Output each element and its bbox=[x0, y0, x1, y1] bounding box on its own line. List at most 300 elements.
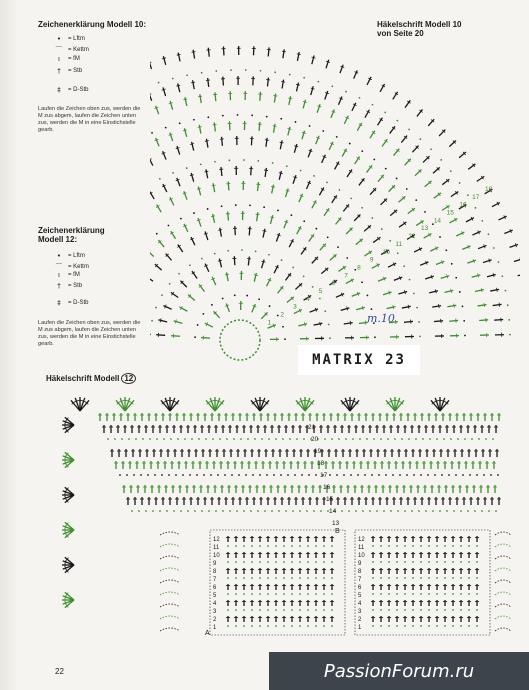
chain-dot bbox=[189, 474, 191, 476]
round-number: 1 bbox=[267, 319, 272, 327]
stitch-mark bbox=[274, 124, 275, 133]
chain-dot bbox=[324, 310, 326, 312]
chain-dot bbox=[289, 74, 291, 76]
chain-dot bbox=[371, 474, 373, 476]
chain-dot bbox=[326, 182, 328, 184]
chain-dot bbox=[271, 510, 273, 512]
chain-dot bbox=[444, 577, 446, 579]
legend-10-item: ‡ = D-Stb bbox=[57, 86, 89, 94]
chain-dot bbox=[404, 510, 406, 512]
chain-dot bbox=[459, 182, 461, 184]
chain-dot bbox=[323, 545, 325, 547]
stitch-mark bbox=[484, 303, 485, 307]
chain-dot bbox=[383, 510, 385, 512]
stitch-mark bbox=[493, 304, 502, 305]
chain-dot bbox=[341, 510, 343, 512]
stitch-mark bbox=[220, 228, 222, 237]
chain-dot bbox=[150, 333, 151, 335]
chain-dot bbox=[388, 545, 390, 547]
chain-dot bbox=[208, 510, 210, 512]
chain-dot bbox=[227, 577, 229, 579]
chain-dot bbox=[460, 545, 462, 547]
chain-dot bbox=[452, 625, 454, 627]
chain-dot bbox=[172, 172, 174, 174]
chain-dot bbox=[291, 625, 293, 627]
stitch-mark bbox=[428, 119, 434, 126]
chain-dot bbox=[404, 625, 406, 627]
stitch-mark bbox=[183, 99, 187, 100]
chain-dot bbox=[434, 474, 436, 476]
stitch-mark bbox=[314, 323, 323, 325]
chain-dot bbox=[264, 510, 266, 512]
chain-dot bbox=[156, 438, 158, 440]
chain-dot bbox=[459, 291, 461, 293]
chain-dot bbox=[380, 545, 382, 547]
chain-dot bbox=[252, 474, 254, 476]
chain-dot bbox=[235, 593, 237, 595]
chain-dot bbox=[475, 207, 477, 209]
chain-dot bbox=[371, 308, 373, 310]
chain-dot bbox=[452, 609, 454, 611]
stitch-mark bbox=[184, 128, 186, 137]
round-number: 5 bbox=[318, 287, 323, 295]
stitch-mark bbox=[481, 288, 482, 292]
stitch-mark bbox=[308, 149, 311, 157]
chain-dot bbox=[485, 438, 487, 440]
chain-dot bbox=[331, 545, 333, 547]
stitch-mark bbox=[273, 96, 277, 97]
round-number: 21 bbox=[308, 424, 316, 431]
chain-dot bbox=[261, 438, 263, 440]
stitch-mark bbox=[193, 80, 195, 89]
row-number: 8 bbox=[358, 569, 362, 575]
chain-dot bbox=[483, 474, 485, 476]
stitch-mark bbox=[234, 256, 235, 265]
chain-dot bbox=[412, 545, 414, 547]
round-number: 16 bbox=[323, 484, 331, 491]
chain-dot bbox=[245, 474, 247, 476]
stitch-mark bbox=[215, 92, 216, 101]
chain-dot bbox=[476, 545, 478, 547]
chain-dot bbox=[246, 295, 248, 297]
stitch-mark bbox=[197, 188, 201, 189]
stitch-mark bbox=[163, 56, 165, 65]
stitch-mark bbox=[264, 170, 268, 171]
stitch-mark bbox=[150, 250, 154, 256]
stitch-mark bbox=[191, 173, 194, 182]
chain-dot bbox=[274, 71, 276, 73]
chain-dot bbox=[294, 474, 296, 476]
stitch-mark bbox=[402, 306, 411, 308]
chain-dot bbox=[231, 474, 233, 476]
stitch-mark bbox=[433, 167, 440, 173]
chain-dot bbox=[172, 78, 174, 80]
stitch-mark bbox=[162, 89, 166, 90]
chain-dot bbox=[495, 510, 497, 512]
chain-dot bbox=[327, 236, 329, 238]
chain-dot bbox=[420, 593, 422, 595]
stitch-mark bbox=[302, 132, 306, 133]
chain-dot bbox=[275, 625, 277, 627]
scallop-arc bbox=[495, 556, 511, 559]
chain-dot bbox=[476, 593, 478, 595]
chain-dot bbox=[460, 561, 462, 563]
chain-dot bbox=[406, 188, 408, 190]
chain-dot bbox=[193, 212, 195, 214]
chain-dot bbox=[428, 593, 430, 595]
chain-dot bbox=[428, 625, 430, 627]
chain-dot bbox=[240, 438, 242, 440]
chain-dot bbox=[201, 258, 203, 260]
chain-dot bbox=[267, 545, 269, 547]
stitch-mark bbox=[219, 259, 221, 268]
legend-10-item: ı = fM bbox=[58, 55, 80, 63]
chain-dot bbox=[222, 115, 224, 117]
chain-dot bbox=[180, 510, 182, 512]
chain-dot bbox=[331, 85, 333, 87]
chain-dot bbox=[455, 474, 457, 476]
chain-dot bbox=[328, 324, 330, 326]
stitch-mark bbox=[280, 142, 284, 143]
stitch-mark bbox=[228, 212, 229, 221]
chain-dot bbox=[222, 298, 224, 300]
chain-dot bbox=[194, 510, 196, 512]
chain-dot bbox=[380, 438, 382, 440]
chain-dot bbox=[331, 625, 333, 627]
stitch-mark bbox=[259, 122, 260, 131]
chain-dot bbox=[387, 438, 389, 440]
chain-dot bbox=[372, 593, 374, 595]
chain-dot bbox=[396, 577, 398, 579]
stitch-mark bbox=[312, 55, 314, 64]
legend-12-item: • = Lftm bbox=[56, 252, 85, 260]
stitch-mark bbox=[432, 306, 441, 308]
chain-dot bbox=[505, 290, 507, 292]
chain-dot bbox=[187, 510, 189, 512]
chain-dot bbox=[439, 236, 441, 238]
stitch-mark bbox=[268, 47, 269, 56]
stitch-mark bbox=[303, 101, 307, 102]
chain-dot bbox=[373, 159, 375, 161]
chain-dot bbox=[380, 625, 382, 627]
chain-dot bbox=[138, 510, 140, 512]
chain-dot bbox=[241, 249, 243, 251]
chain-dot bbox=[366, 438, 368, 440]
row-number: 8 bbox=[213, 569, 217, 575]
round-number: 6 bbox=[331, 280, 336, 288]
legend-12-note: Laufen die Zeichen oben zus, werden die M zus abgem, laufen die Zeichen unten zus, werden die M in eine Einstichstelle gearb. bbox=[38, 320, 141, 347]
chain-dot bbox=[299, 577, 301, 579]
chain-dot bbox=[236, 510, 238, 512]
stitch-mark bbox=[261, 312, 267, 318]
chain-dot bbox=[291, 561, 293, 563]
stitch-mark bbox=[156, 106, 159, 114]
chain-dot bbox=[412, 593, 414, 595]
stitch-mark bbox=[454, 304, 455, 308]
stitch-mark bbox=[499, 303, 500, 307]
diagram-12-chart bbox=[40, 385, 520, 655]
scallop-arc bbox=[495, 544, 511, 547]
round-number: 9 bbox=[369, 256, 374, 264]
stitch-mark bbox=[299, 194, 303, 202]
chain-dot bbox=[350, 197, 352, 199]
stitch-mark bbox=[208, 48, 209, 57]
chain-dot bbox=[234, 294, 236, 296]
chain-dot bbox=[397, 252, 399, 254]
chain-dot bbox=[266, 116, 268, 118]
chain-dot bbox=[361, 150, 363, 152]
chain-dot bbox=[380, 593, 382, 595]
chain-dot bbox=[462, 474, 464, 476]
chain-dot bbox=[418, 510, 420, 512]
stitch-mark bbox=[370, 188, 376, 195]
stitch-mark bbox=[282, 51, 286, 52]
chain-dot bbox=[359, 97, 361, 99]
chain-dot bbox=[251, 561, 253, 563]
chain-dot bbox=[315, 545, 317, 547]
round-number: 2 bbox=[280, 311, 284, 319]
chain-dot bbox=[452, 593, 454, 595]
chain-dot bbox=[418, 321, 420, 323]
stitch-mark bbox=[178, 83, 180, 92]
stitch-mark bbox=[213, 183, 215, 192]
chain-dot bbox=[238, 474, 240, 476]
round-number: 17 bbox=[472, 193, 480, 201]
round-number: 8 bbox=[357, 264, 361, 272]
chain-dot bbox=[119, 474, 121, 476]
row-number: 12 bbox=[213, 537, 220, 543]
chain-dot bbox=[149, 438, 151, 440]
stitch-mark bbox=[258, 182, 259, 191]
chain-dot bbox=[404, 545, 406, 547]
stitch-mark bbox=[304, 322, 305, 326]
chain-dot bbox=[290, 214, 292, 216]
stitch-mark bbox=[330, 254, 337, 260]
chain-dot bbox=[212, 438, 214, 440]
stitch-mark bbox=[389, 185, 395, 191]
chain-dot bbox=[468, 593, 470, 595]
chain-dot bbox=[462, 305, 464, 307]
legend-12-item: ‡ = D-Stb bbox=[57, 299, 89, 307]
stitch-mark bbox=[316, 136, 319, 144]
chain-dot bbox=[275, 545, 277, 547]
stitch-mark bbox=[206, 169, 208, 178]
stitch-mark bbox=[171, 336, 180, 337]
chain-dot bbox=[306, 510, 308, 512]
stitch-mark bbox=[447, 274, 448, 278]
stitch-mark bbox=[279, 171, 281, 180]
chain-dot bbox=[406, 474, 408, 476]
chain-dot bbox=[372, 561, 374, 563]
chain-dot bbox=[497, 474, 499, 476]
chain-dot bbox=[450, 170, 452, 172]
scallop-arc bbox=[160, 628, 180, 631]
chain-dot bbox=[468, 577, 470, 579]
stitch-mark bbox=[439, 130, 445, 136]
chain-dot bbox=[315, 228, 317, 230]
chain-dot bbox=[210, 474, 212, 476]
stitch-mark bbox=[340, 65, 343, 73]
chain-dot bbox=[278, 510, 280, 512]
chain-dot bbox=[508, 319, 510, 321]
stitch-mark bbox=[394, 277, 402, 280]
chain-dot bbox=[272, 162, 274, 164]
chain-dot bbox=[315, 577, 317, 579]
stitch-mark bbox=[364, 225, 371, 231]
chain-dot bbox=[282, 326, 284, 328]
chain-dot bbox=[492, 438, 494, 440]
chain-dot bbox=[156, 233, 158, 235]
chain-dot bbox=[428, 545, 430, 547]
chain-dot bbox=[323, 561, 325, 563]
chain-dot bbox=[266, 474, 268, 476]
stitch-mark bbox=[496, 288, 497, 292]
chain-dot bbox=[303, 77, 305, 79]
stitch-mark bbox=[263, 229, 265, 238]
chain-dot bbox=[436, 561, 438, 563]
chain-dot bbox=[408, 438, 410, 440]
row-number: 3 bbox=[358, 609, 362, 615]
row-number: 3 bbox=[213, 609, 217, 615]
chain-dot bbox=[420, 577, 422, 579]
stitch-mark bbox=[281, 82, 285, 83]
chain-dot bbox=[420, 625, 422, 627]
legend-10-item: † = Stb bbox=[57, 67, 83, 75]
chain-dot bbox=[315, 593, 317, 595]
chain-dot bbox=[471, 438, 473, 440]
chain-dot bbox=[338, 189, 340, 191]
stitch-mark bbox=[518, 274, 520, 276]
chain-dot bbox=[429, 438, 431, 440]
stitch-mark bbox=[221, 167, 222, 176]
chain-dot bbox=[420, 545, 422, 547]
marker-label: A bbox=[205, 630, 210, 637]
stitch-mark bbox=[331, 110, 334, 118]
chain-dot bbox=[430, 148, 432, 150]
chain-dot bbox=[211, 304, 213, 306]
stitch-mark bbox=[303, 100, 305, 109]
chain-dot bbox=[259, 561, 261, 563]
chain-dot bbox=[372, 545, 374, 547]
chain-dot bbox=[420, 609, 422, 611]
chain-dot bbox=[412, 561, 414, 563]
chain-dot bbox=[170, 438, 172, 440]
chain-dot bbox=[455, 277, 457, 279]
chain-dot bbox=[460, 577, 462, 579]
chain-dot bbox=[161, 474, 163, 476]
chain-dot bbox=[396, 561, 398, 563]
chain-dot bbox=[432, 510, 434, 512]
stitch-mark bbox=[475, 290, 484, 292]
chain-dot bbox=[249, 204, 251, 206]
stitch-mark bbox=[354, 214, 360, 220]
row-number: 11 bbox=[358, 545, 365, 551]
chain-dot bbox=[436, 625, 438, 627]
row-number: 7 bbox=[213, 577, 217, 583]
chain-dot bbox=[394, 438, 396, 440]
chain-dot bbox=[474, 510, 476, 512]
stitch-mark bbox=[211, 216, 215, 217]
scallop-arc bbox=[160, 544, 180, 547]
chain-dot bbox=[273, 474, 275, 476]
chain-dot bbox=[436, 577, 438, 579]
stitch-mark bbox=[462, 246, 470, 249]
chain-dot bbox=[315, 609, 317, 611]
round-number: 18 bbox=[484, 186, 493, 194]
round-number: 14 bbox=[329, 508, 337, 515]
chain-dot bbox=[131, 510, 133, 512]
stitch-mark bbox=[213, 214, 215, 223]
chain-dot bbox=[380, 577, 382, 579]
stitch-mark bbox=[295, 283, 302, 289]
stitch-mark bbox=[283, 49, 284, 58]
chain-dot bbox=[428, 577, 430, 579]
stitch-mark bbox=[346, 228, 352, 234]
stitch-mark bbox=[254, 273, 256, 282]
stitch-mark bbox=[265, 168, 266, 177]
scallop-arc bbox=[160, 532, 180, 535]
stitch-mark bbox=[445, 290, 454, 292]
stitch-mark bbox=[270, 215, 272, 224]
chain-dot bbox=[303, 220, 305, 222]
stitch-mark bbox=[228, 181, 229, 190]
chain-dot bbox=[295, 121, 297, 123]
chain-dot bbox=[180, 218, 182, 220]
chain-dot bbox=[268, 254, 270, 256]
chain-dot bbox=[436, 609, 438, 611]
diagram-10-title: Häkelschrift Modell 10 von Seite 20 bbox=[377, 20, 462, 38]
stitch-mark bbox=[276, 233, 279, 241]
chain-dot bbox=[196, 474, 198, 476]
chain-dot bbox=[121, 438, 123, 440]
chain-dot bbox=[291, 593, 293, 595]
chain-dot bbox=[230, 69, 232, 71]
chain-dot bbox=[452, 577, 454, 579]
chain-dot bbox=[319, 298, 321, 300]
chain-dot bbox=[322, 130, 324, 132]
stitch-mark bbox=[356, 307, 365, 309]
stitch-mark bbox=[193, 50, 194, 59]
stitch-mark bbox=[279, 173, 283, 174]
chain-dot bbox=[251, 625, 253, 627]
stitch-mark bbox=[284, 220, 287, 228]
chain-dot bbox=[457, 438, 459, 440]
chain-dot bbox=[323, 609, 325, 611]
stitch-mark bbox=[212, 185, 216, 186]
chain-dot bbox=[175, 474, 177, 476]
scallop-arc bbox=[495, 568, 511, 571]
row-number: 11 bbox=[213, 545, 220, 551]
stitch-mark bbox=[449, 320, 458, 321]
chain-dot bbox=[422, 438, 424, 440]
chain-dot bbox=[396, 178, 398, 180]
legend-12-item: ⌒ = Kettm bbox=[55, 263, 89, 271]
stitch-mark bbox=[288, 127, 290, 136]
chain-dot bbox=[315, 561, 317, 563]
stitch-mark bbox=[310, 309, 318, 312]
chain-dot bbox=[428, 561, 430, 563]
chain-dot bbox=[372, 625, 374, 627]
stitch-mark bbox=[312, 57, 316, 58]
chain-dot bbox=[277, 210, 279, 212]
chain-dot bbox=[411, 510, 413, 512]
chain-dot bbox=[299, 510, 301, 512]
chain-dot bbox=[159, 510, 161, 512]
stitch-mark bbox=[272, 185, 274, 194]
stitch-mark bbox=[155, 264, 162, 270]
chain-dot bbox=[320, 510, 322, 512]
stitch-mark bbox=[226, 272, 228, 281]
